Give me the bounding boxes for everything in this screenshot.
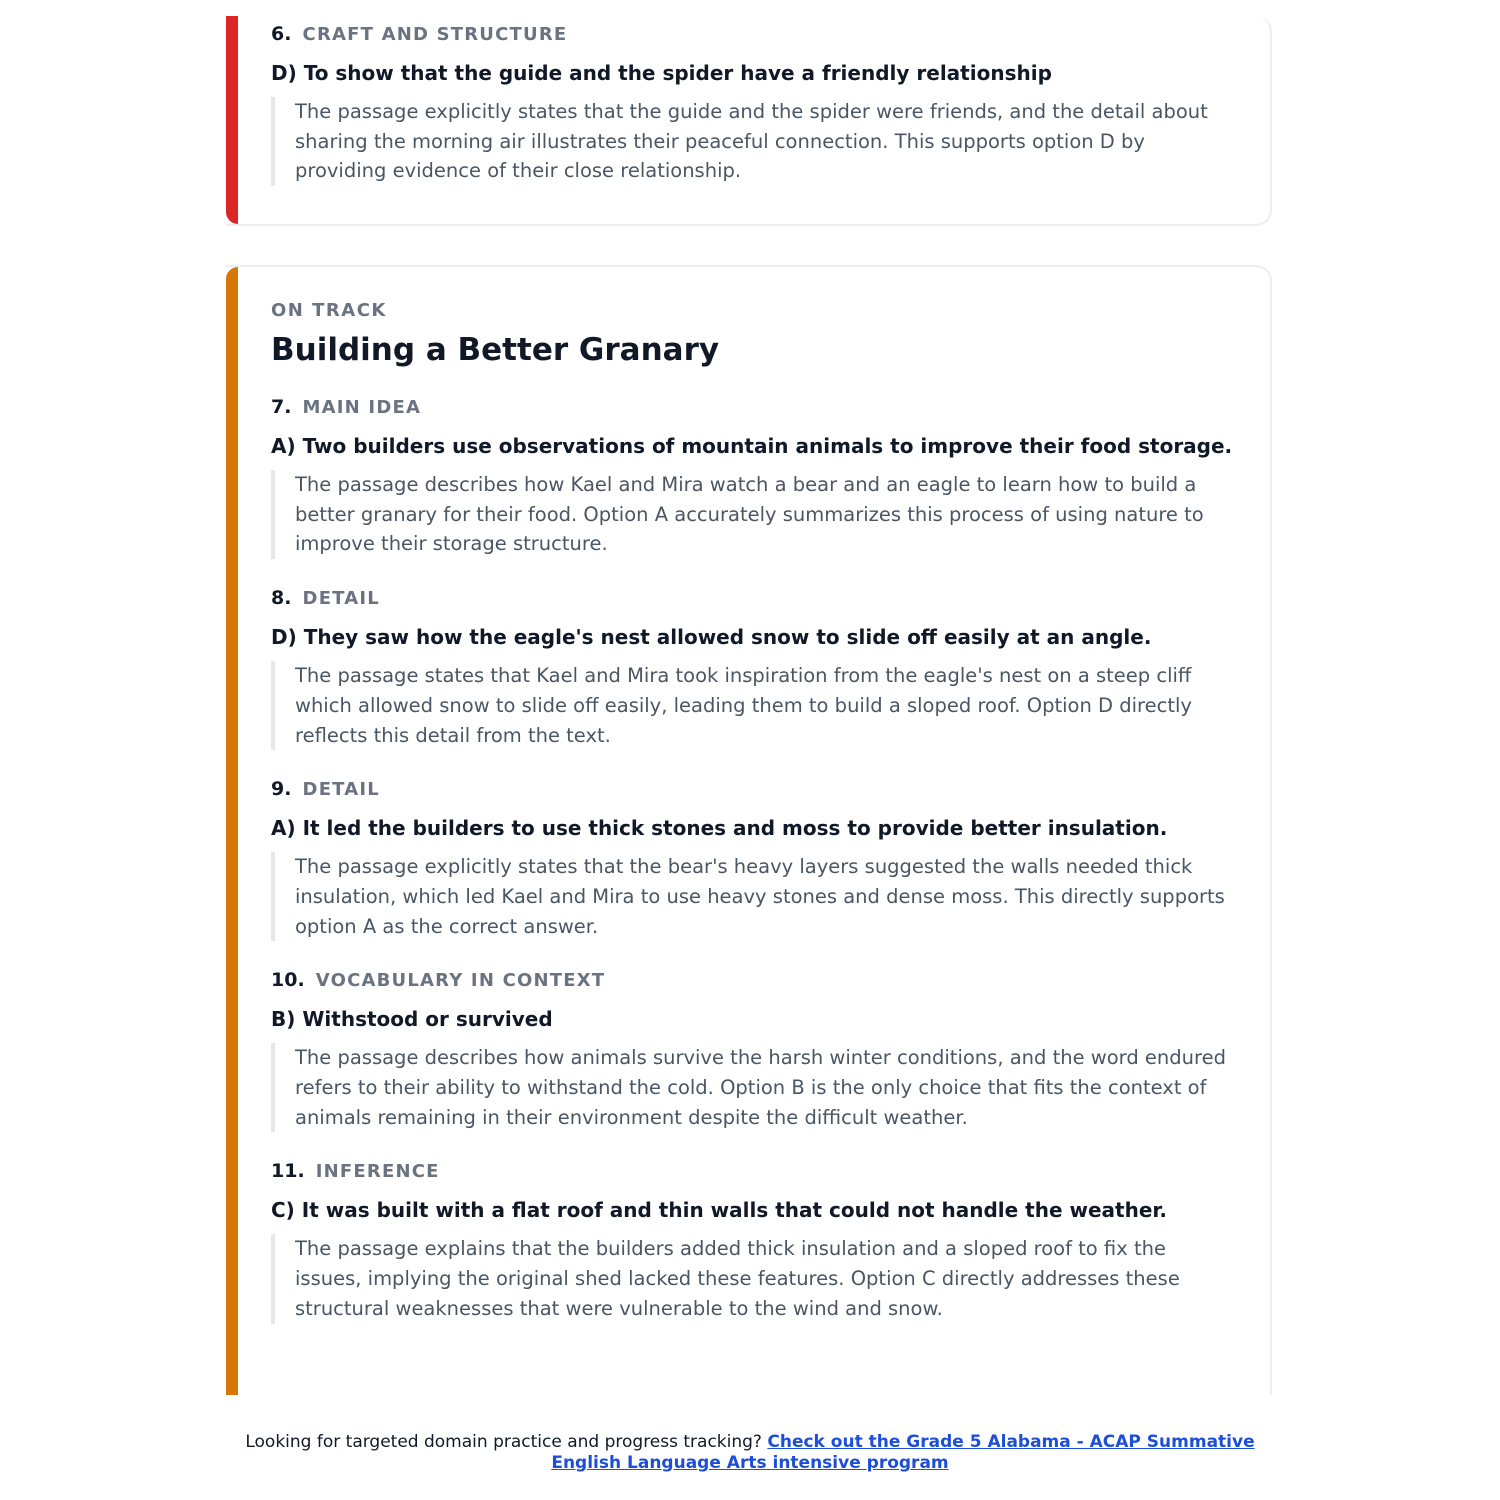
correct-answer: B) Withstood or survived xyxy=(271,1007,553,1032)
answer-explanation: The passage describes how animals survive the harsh winter conditions, and the word endured refers to their ability to withstand the cold. Option B is the only choice that fits the context of animals remaining in their environment despite the difficult weather. xyxy=(271,1043,1234,1132)
question-header xyxy=(271,777,1234,802)
correct-answer: A) Two builders use observations of mountain animals to improve their food storage. xyxy=(271,434,1233,458)
card-content xyxy=(271,297,1234,1324)
question-item xyxy=(271,586,1234,750)
correct-answer: C) It was built with a flat roof and thin walls that could not handle the weather. xyxy=(271,1198,1167,1223)
answer-explanation: The passage explains that the builders added thick insulation and a sloped roof to fix the issues, implying the original shed lacked these features. Option C directly addresses these structural weaknesses that were vulnerable to the wind and snow. xyxy=(271,1234,1234,1323)
question-number: 8. xyxy=(271,587,292,610)
question-number: 7. xyxy=(271,396,292,418)
question-category: VOCABULARY IN CONTEXT xyxy=(315,970,606,992)
correct-answer: D) They saw how the eagle's nest allowed snow to slide off easily at an angle. xyxy=(271,625,1152,650)
question-header xyxy=(271,586,1234,611)
question-header xyxy=(271,968,1234,993)
question-item xyxy=(271,1159,1234,1323)
question-header xyxy=(271,395,1234,420)
question-category: CRAFT AND STRUCTURE xyxy=(302,24,568,45)
question-category: DETAIL xyxy=(302,779,380,801)
status-color-bar xyxy=(226,267,238,1395)
question-item xyxy=(271,395,1234,559)
passage-title: Building a Better Granary xyxy=(271,332,720,368)
program-link[interactable]: Check out the Grade 5 Alabama - ACAP Summative English Language Arts intensive program xyxy=(551,1432,1255,1473)
status-color-bar xyxy=(226,16,238,224)
question-item xyxy=(271,22,1234,186)
question-header xyxy=(271,1159,1234,1184)
answer-explanation: The passage explicitly states that the guide and the spider were friends, and the detail about sharing the morning air illustrates their peaceful connection. This supports option D by providing evidence of their close relationship. xyxy=(271,97,1234,186)
question-number: 10. xyxy=(271,969,305,992)
question-item xyxy=(271,968,1234,1132)
question-number: 9. xyxy=(271,778,292,801)
question-header xyxy=(271,22,1234,47)
footer-text: Looking for targeted domain practice and progress tracking? xyxy=(245,1432,762,1452)
question-number: 6. xyxy=(271,23,292,45)
footer-promo xyxy=(230,1432,1270,1474)
result-card-needs-work xyxy=(226,16,1272,226)
status-label: ON TRACK xyxy=(271,300,387,321)
answer-explanation: The passage states that Kael and Mira took inspiration from the eagle's nest on a steep cliff which allowed snow to slide off easily, leading them to build a sloped roof. Option D directly reflects this detail from the text. xyxy=(271,661,1234,750)
question-category: INFERENCE xyxy=(315,1161,440,1183)
question-category: DETAIL xyxy=(302,588,380,610)
question-item xyxy=(271,777,1234,941)
correct-answer: D) To show that the guide and the spider have a friendly relationship xyxy=(271,61,1052,85)
answer-explanation: The passage explicitly states that the bear's heavy layers suggested the walls needed thick insulation, which led Kael and Mira to use heavy stones and dense moss. This directly supports option A as the correct answer. xyxy=(271,852,1234,941)
correct-answer: A) It led the builders to use thick stones and moss to provide better insulation. xyxy=(271,816,1168,841)
answer-explanation: The passage describes how Kael and Mira watch a bear and an eagle to learn how to build a better granary for their food. Option A accurately summarizes this process of using nature to improve their storage structure. xyxy=(271,470,1234,559)
question-category: MAIN IDEA xyxy=(302,397,422,418)
result-card-on-track xyxy=(226,265,1272,1395)
question-number: 11. xyxy=(271,1160,305,1183)
card-content xyxy=(271,22,1234,186)
